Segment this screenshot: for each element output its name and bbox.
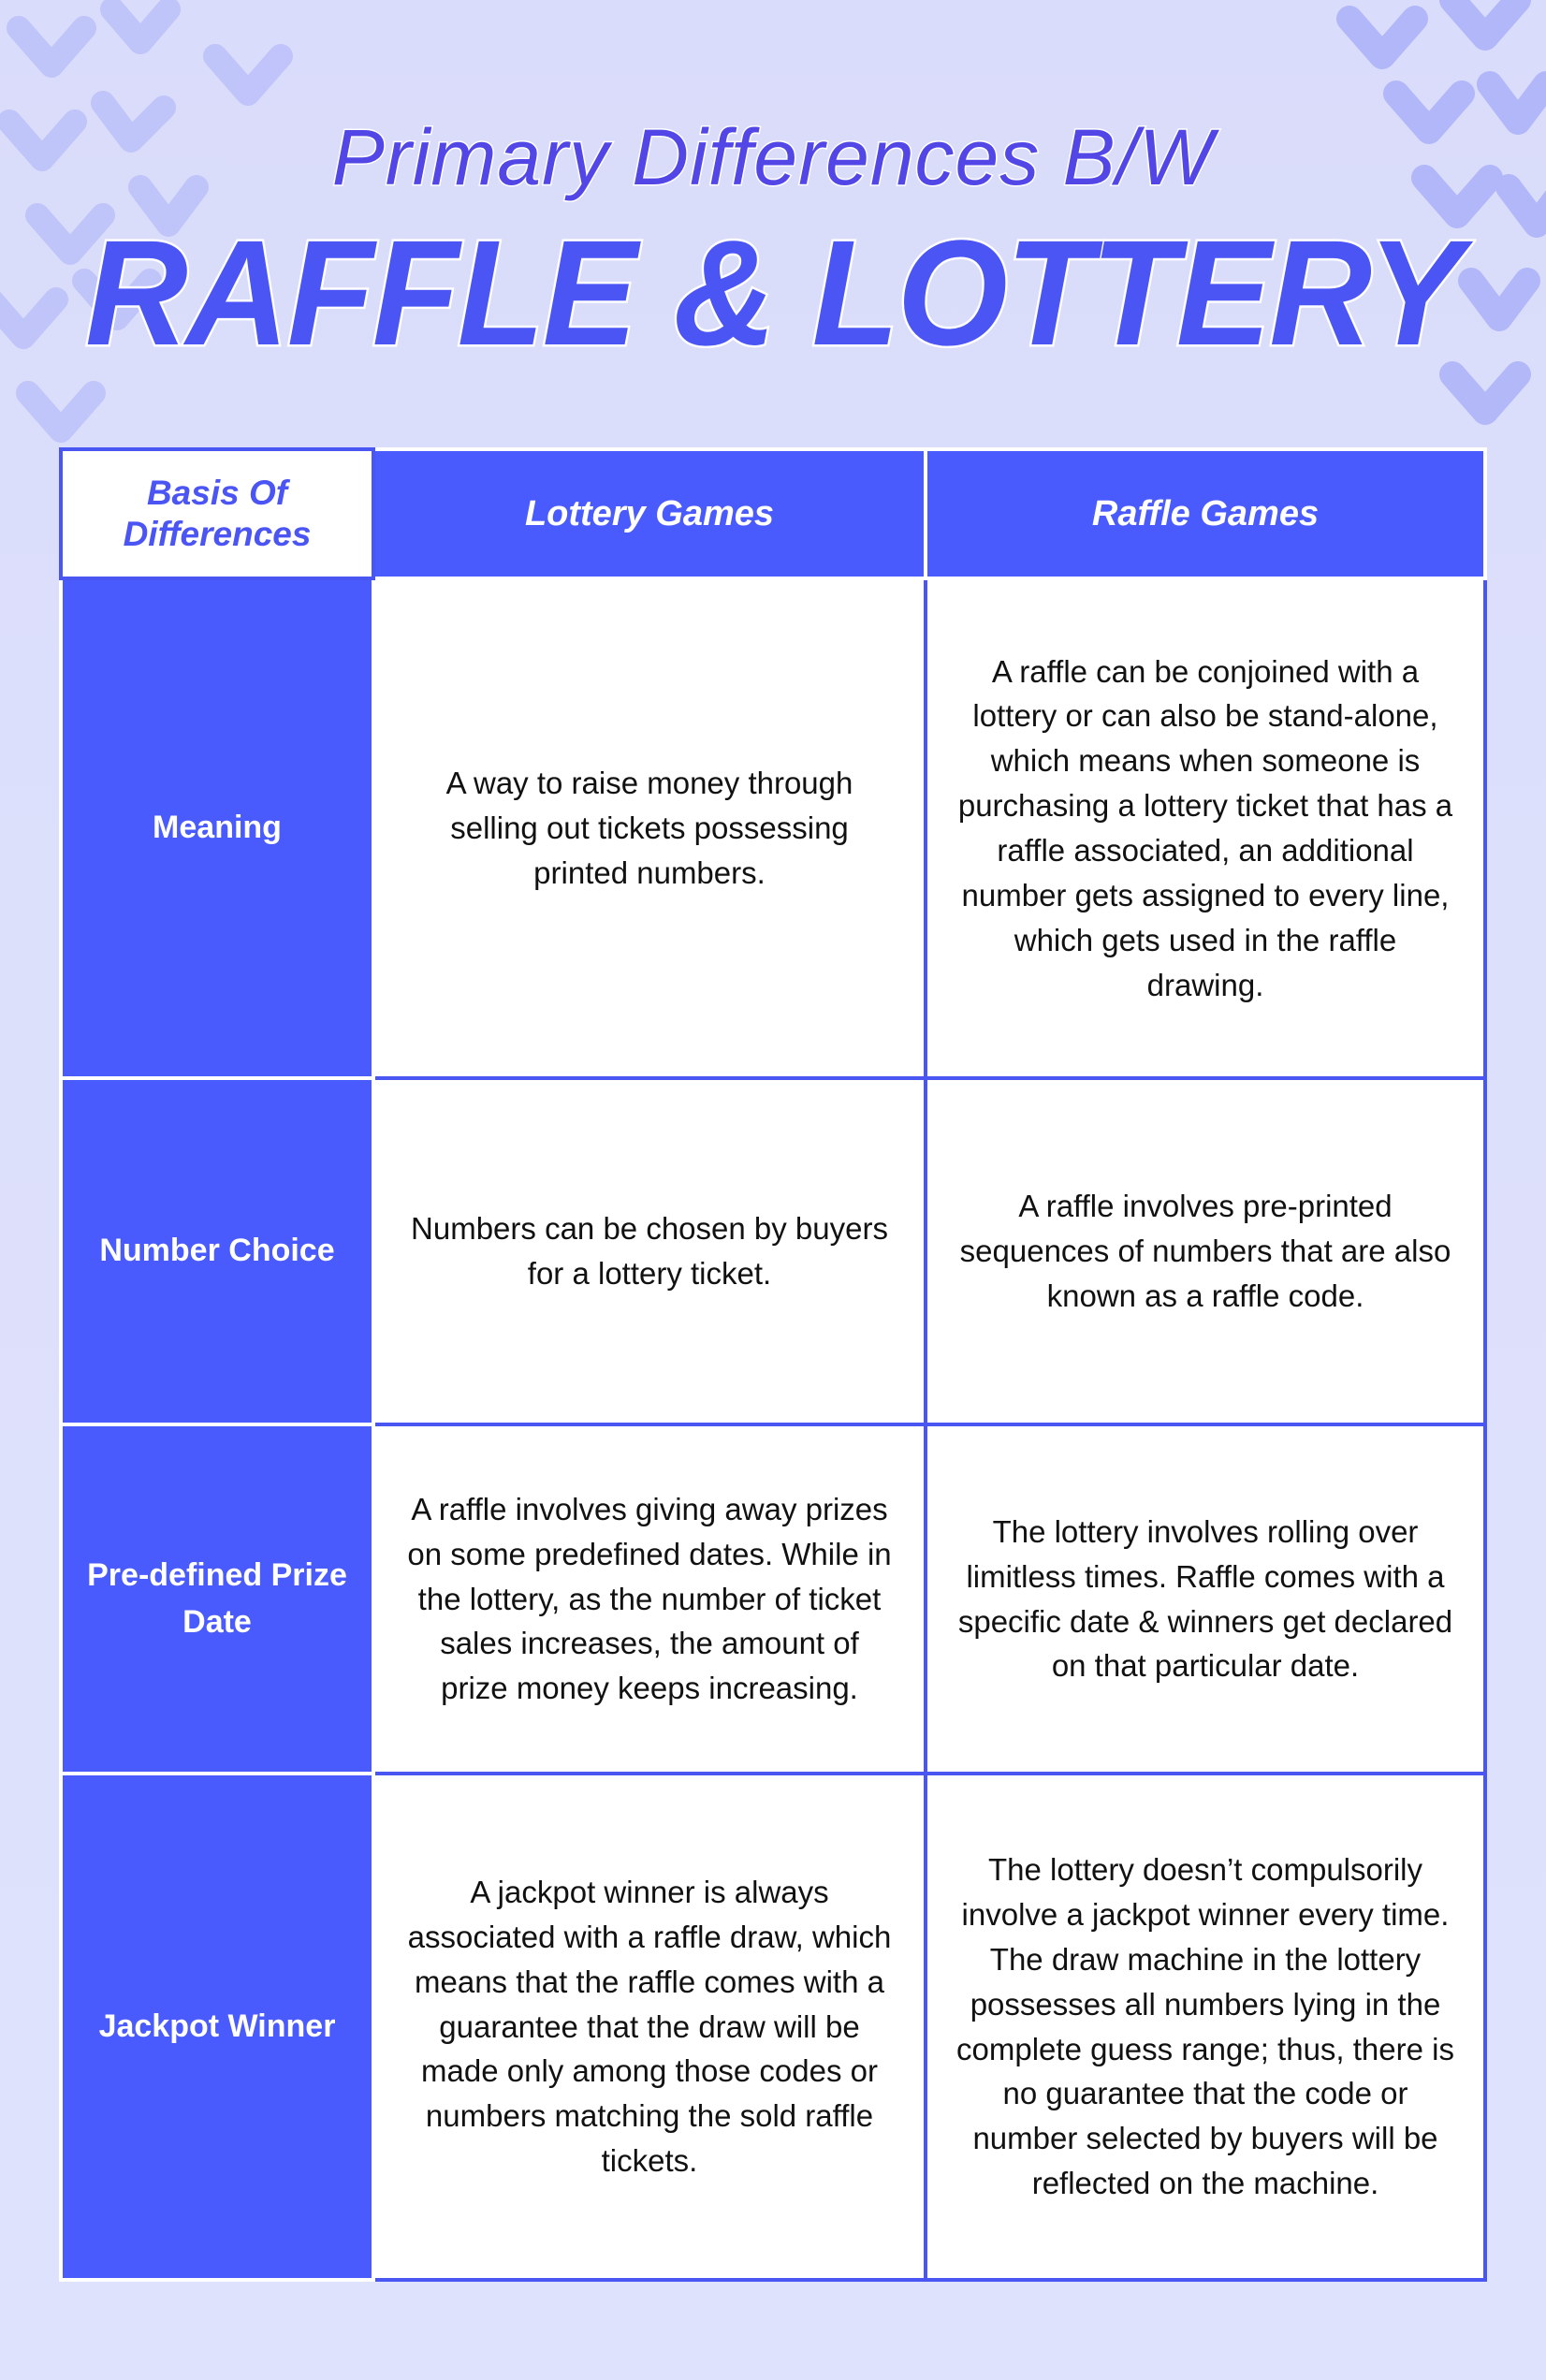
column-header-basis: Basis Of Differences	[61, 449, 373, 578]
lottery-cell: Numbers can be chosen by buyers for a lottery ticket.	[373, 1078, 926, 1424]
column-header-raffle: Raffle Games	[926, 449, 1485, 578]
table-header-row	[61, 449, 1485, 578]
row-label-number-choice: Number Choice	[61, 1078, 373, 1424]
row-label-jackpot-winner: Jackpot Winner	[61, 1774, 373, 2280]
header	[0, 112, 1546, 376]
column-header-lottery: Lottery Games	[373, 449, 926, 578]
raffle-cell: A raffle can be conjoined with a lottery or can also be stand-alone, which means when someone is purchasing a lottery ticket that has a raffle associated, an additional number gets assigned to every line, which gets used in the raffle drawing.	[926, 578, 1485, 1078]
lottery-cell: A way to raise money through selling out tickets possessing printed numbers.	[373, 578, 926, 1078]
table-row	[61, 1774, 1485, 2280]
table-row	[61, 1078, 1485, 1424]
row-label-meaning: Meaning	[61, 578, 373, 1078]
row-label-prize-date: Pre-defined Prize Date	[61, 1424, 373, 1774]
raffle-cell: The lottery doesn’t compulsorily involve a jackpot winner every time. The draw machine in the lottery possesses all numbers lying in the complete guess range; thus, there is no guarantee that the code or number selected by buyers will be reflected on the machine.	[926, 1774, 1485, 2280]
table-row	[61, 1424, 1485, 1774]
table-row	[61, 578, 1485, 1078]
lottery-cell: A raffle involves giving away prizes on some predefined dates. While in the lottery, as the number of ticket sales increases, the amount of prize money keeps increasing.	[373, 1424, 926, 1774]
raffle-cell: The lottery involves rolling over limitless times. Raffle comes with a specific date & winners get declared on that particular date.	[926, 1424, 1485, 1774]
page-subtitle: Primary Differences B/W	[331, 113, 1215, 201]
page-title: RAFFLE & LOTTERY	[85, 209, 1461, 376]
lottery-cell: A jackpot winner is always associated with a raffle draw, which means that the raffle comes with a guarantee that the draw will be made only among those codes or numbers matching the sold raffle tickets.	[373, 1774, 926, 2280]
raffle-cell: A raffle involves pre-printed sequences of numbers that are also known as a raffle code.	[926, 1078, 1485, 1424]
comparison-table	[59, 447, 1483, 2278]
